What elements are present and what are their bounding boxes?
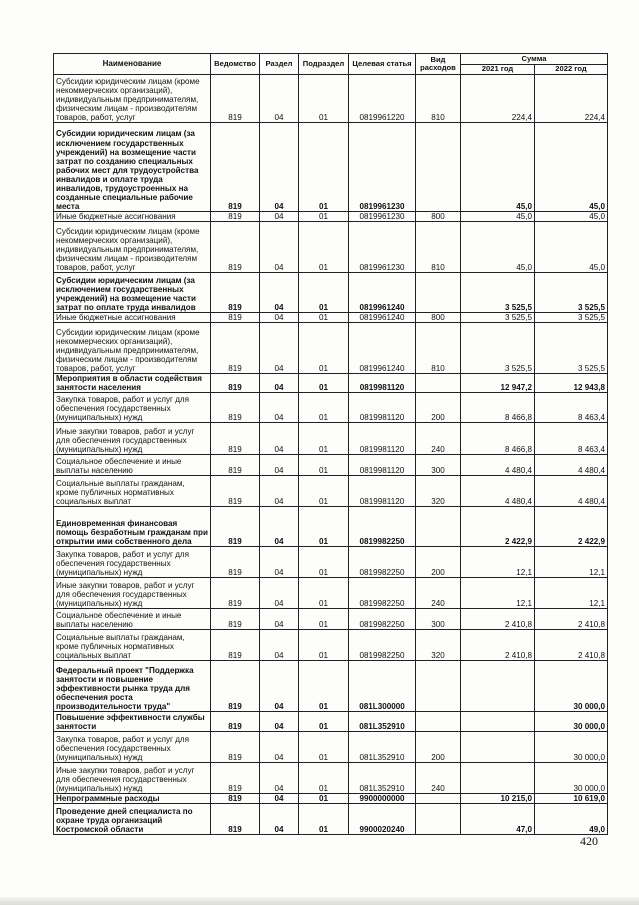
cell-target: 0819961230 [349,123,416,212]
cell-section: 04 [260,794,299,804]
cell-dept: 819 [211,712,260,732]
cell-sum-2022: 10 619,0 [535,794,608,804]
cell-exp-type: 200 [416,393,461,423]
cell-sum-2021: 3 525,5 [461,323,535,374]
cell-name: Единовременная финансовая помощь безработным гражданам при открытии ими собственного дела [54,507,211,547]
cell-dept: 819 [211,423,260,455]
cell-section: 04 [260,661,299,712]
cell-name: Иные закупки товаров, работ и услуг для обеспечения государственных (муниципальных) нужд [54,423,211,455]
cell-sum-2021: 45,0 [461,123,535,212]
table-row [54,323,608,374]
cell-dept: 819 [211,804,260,835]
cell-exp-type: 200 [416,732,461,763]
cell-name: Субсидии юридическим лицам (за исключением государственных учреждений) на возмещение части затрат по оплате труда инвалидов [54,273,211,313]
cell-exp-type: 810 [416,75,461,123]
cell-target: 0819981120 [349,455,416,476]
cell-exp-type: 810 [416,222,461,273]
cell-sum-2021 [461,661,535,712]
cell-name: Иные закупки товаров, работ и услуг для обеспечения государственных (муниципальных) нужд [54,763,211,794]
cell-section: 04 [260,323,299,374]
cell-subsection: 01 [299,661,349,712]
table-row [54,804,608,835]
scan-edge [0,897,639,905]
table-row [54,455,608,476]
cell-sum-2021: 3 525,5 [461,313,535,323]
cell-sum-2021: 2 410,8 [461,630,535,661]
cell-sum-2022: 12 943,8 [535,374,608,393]
cell-dept: 819 [211,763,260,794]
cell-dept: 819 [211,732,260,763]
cell-name: Проведение дней специалиста по охране труда организаций Костромской области [54,804,211,835]
cell-subsection: 01 [299,393,349,423]
cell-section: 04 [260,455,299,476]
cell-exp-type [416,712,461,732]
cell-subsection: 01 [299,630,349,661]
cell-subsection: 01 [299,273,349,313]
cell-exp-type: 320 [416,630,461,661]
cell-sum-2022: 49,0 [535,804,608,835]
cell-dept: 819 [211,507,260,547]
page-number: 420 [580,834,598,848]
cell-section: 04 [260,547,299,578]
cell-sum-2022: 2 410,8 [535,609,608,630]
cell-exp-type: 300 [416,455,461,476]
cell-exp-type: 200 [416,547,461,578]
cell-sum-2021 [461,732,535,763]
cell-exp-type: 800 [416,313,461,323]
cell-section: 04 [260,578,299,609]
cell-sum-2022: 4 480,4 [535,476,608,507]
cell-target: 0819961240 [349,323,416,374]
cell-subsection: 01 [299,455,349,476]
cell-target: 0819982250 [349,630,416,661]
cell-sum-2021: 12 947,2 [461,374,535,393]
cell-target: 0819982250 [349,507,416,547]
cell-target: 081L352910 [349,763,416,794]
cell-subsection: 01 [299,222,349,273]
cell-dept: 819 [211,313,260,323]
table-row [54,507,608,547]
cell-section: 04 [260,222,299,273]
table-body [54,75,608,835]
cell-exp-type [416,804,461,835]
cell-sum-2021: 10 215,0 [461,794,535,804]
cell-dept: 819 [211,222,260,273]
cell-subsection: 01 [299,732,349,763]
cell-name: Мероприятия в области содействия занятости населения [54,374,211,393]
cell-sum-2021: 8 466,8 [461,423,535,455]
cell-dept: 819 [211,609,260,630]
cell-target: 0819981120 [349,374,416,393]
table-row [54,374,608,393]
table-row [54,712,608,732]
cell-exp-type: 320 [416,476,461,507]
cell-section: 04 [260,374,299,393]
cell-sum-2021 [461,763,535,794]
cell-section: 04 [260,393,299,423]
cell-subsection: 01 [299,423,349,455]
cell-dept: 819 [211,455,260,476]
cell-dept: 819 [211,273,260,313]
cell-name: Закупка товаров, работ и услуг для обеспечения государственных (муниципальных) нужд [54,547,211,578]
cell-sum-2022: 30 000,0 [535,661,608,712]
cell-dept: 819 [211,794,260,804]
cell-sum-2021: 4 480,4 [461,476,535,507]
cell-sum-2022: 45,0 [535,123,608,212]
table-row [54,273,608,313]
cell-subsection: 01 [299,323,349,374]
cell-subsection: 01 [299,609,349,630]
cell-sum-2022: 3 525,5 [535,273,608,313]
cell-target: 9900020240 [349,804,416,835]
cell-target: 0819961220 [349,75,416,123]
cell-target: 0819982250 [349,547,416,578]
cell-subsection: 01 [299,313,349,323]
table-row [54,794,608,804]
budget-table [53,53,608,835]
cell-exp-type [416,507,461,547]
cell-section: 04 [260,313,299,323]
cell-sum-2022: 8 463,4 [535,393,608,423]
cell-dept: 819 [211,630,260,661]
cell-sum-2021: 45,0 [461,222,535,273]
cell-subsection: 01 [299,507,349,547]
table-row [54,476,608,507]
cell-dept: 819 [211,212,260,222]
cell-sum-2022: 45,0 [535,222,608,273]
table-row [54,547,608,578]
cell-section: 04 [260,75,299,123]
cell-exp-type: 240 [416,578,461,609]
cell-name: Непрограммные расходы [54,794,211,804]
header-dept: Ведомство [211,54,260,75]
cell-subsection: 01 [299,547,349,578]
header-target: Целевая статья [349,54,416,75]
header-subsection: Подраздел [299,54,349,75]
cell-sum-2021: 224,4 [461,75,535,123]
cell-section: 04 [260,212,299,222]
cell-exp-type: 240 [416,763,461,794]
cell-subsection: 01 [299,212,349,222]
cell-name: Социальные выплаты гражданам, кроме публичных нормативных социальных выплат [54,476,211,507]
cell-subsection: 01 [299,804,349,835]
cell-sum-2021: 4 480,4 [461,455,535,476]
cell-sum-2022: 12,1 [535,578,608,609]
cell-dept: 819 [211,476,260,507]
cell-name: Федеральный проект "Поддержка занятости и повышение эффективности рынка труда для обеспечения роста производительности труда" [54,661,211,712]
cell-dept: 819 [211,374,260,393]
cell-section: 04 [260,630,299,661]
cell-sum-2022: 45,0 [535,212,608,222]
table-row [54,222,608,273]
header-year-2021: 2021 год [461,65,535,75]
cell-name: Иные бюджетные ассигнования [54,212,211,222]
cell-name: Иные бюджетные ассигнования [54,313,211,323]
cell-dept: 819 [211,578,260,609]
cell-target: 0819981120 [349,476,416,507]
cell-section: 04 [260,123,299,212]
cell-dept: 819 [211,547,260,578]
cell-target: 0819981120 [349,393,416,423]
cell-exp-type: 240 [416,423,461,455]
cell-subsection: 01 [299,578,349,609]
cell-subsection: 01 [299,712,349,732]
cell-target: 0819961240 [349,273,416,313]
cell-sum-2021: 12,1 [461,578,535,609]
cell-sum-2021: 3 525,5 [461,273,535,313]
cell-exp-type [416,794,461,804]
cell-target: 0819961230 [349,212,416,222]
cell-exp-type [416,661,461,712]
cell-section: 04 [260,507,299,547]
cell-subsection: 01 [299,763,349,794]
cell-sum-2021: 2 422,9 [461,507,535,547]
cell-subsection: 01 [299,374,349,393]
cell-target: 0819961240 [349,313,416,323]
cell-dept: 819 [211,393,260,423]
header-name: Наименование [54,54,211,75]
cell-name: Субсидии юридическим лицам (кроме некоммерческих организаций), индивидуальным предпринимателям, физическим лицам - производителям товаров, работ, услуг [54,222,211,273]
table-row [54,630,608,661]
cell-sum-2022: 224,4 [535,75,608,123]
cell-sum-2022: 2 410,8 [535,630,608,661]
cell-target: 9900000000 [349,794,416,804]
cell-exp-type: 300 [416,609,461,630]
table-row [54,732,608,763]
cell-sum-2021: 47,0 [461,804,535,835]
cell-sum-2021: 45,0 [461,212,535,222]
table-row [54,661,608,712]
cell-exp-type [416,273,461,313]
header-sum: Сумма [461,54,608,65]
cell-dept: 819 [211,123,260,212]
cell-section: 04 [260,273,299,313]
cell-target: 0819982250 [349,578,416,609]
cell-section: 04 [260,732,299,763]
cell-subsection: 01 [299,123,349,212]
cell-sum-2022: 2 422,9 [535,507,608,547]
cell-sum-2022: 30 000,0 [535,732,608,763]
cell-target: 081L352910 [349,732,416,763]
cell-dept: 819 [211,75,260,123]
cell-target: 081L300000 [349,661,416,712]
cell-sum-2021: 2 410,8 [461,609,535,630]
cell-sum-2021: 8 466,8 [461,393,535,423]
cell-name: Субсидии юридическим лицам (кроме некоммерческих организаций), индивидуальным предпринимателям, физическим лицам - производителям товаров, работ, услуг [54,75,211,123]
cell-sum-2022: 3 525,5 [535,313,608,323]
table-row [54,763,608,794]
cell-name: Закупка товаров, работ и услуг для обеспечения государственных (муниципальных) нужд [54,393,211,423]
cell-target: 0819982250 [349,609,416,630]
cell-section: 04 [260,609,299,630]
cell-name: Субсидии юридическим лицам (кроме некоммерческих организаций), индивидуальным предпринимателям, физическим лицам - производителям товаров, работ, услуг [54,323,211,374]
cell-subsection: 01 [299,794,349,804]
cell-exp-type: 810 [416,323,461,374]
cell-exp-type: 800 [416,212,461,222]
table-row [54,423,608,455]
cell-section: 04 [260,423,299,455]
cell-sum-2021: 12,1 [461,547,535,578]
cell-sum-2022: 8 463,4 [535,423,608,455]
cell-name: Закупка товаров, работ и услуг для обеспечения государственных (муниципальных) нужд [54,732,211,763]
table-row [54,393,608,423]
table-row [54,578,608,609]
header-exp-type: Вид расходов [416,54,461,75]
cell-sum-2021 [461,712,535,732]
cell-sum-2022: 30 000,0 [535,763,608,794]
cell-sum-2022: 30 000,0 [535,712,608,732]
cell-subsection: 01 [299,75,349,123]
table-row [54,212,608,222]
cell-subsection: 01 [299,476,349,507]
cell-section: 04 [260,804,299,835]
cell-name: Субсидии юридическим лицам (за исключением государственных учреждений) на возмещение части затрат по созданию специальных рабочих мест для трудоустройства инвалидов и оплате труда инвалидов, трудоустроенных на созданные специальные рабочие места [54,123,211,212]
cell-name: Социальные выплаты гражданам, кроме публичных нормативных социальных выплат [54,630,211,661]
cell-exp-type [416,374,461,393]
cell-section: 04 [260,763,299,794]
cell-section: 04 [260,712,299,732]
cell-exp-type [416,123,461,212]
cell-name: Повышение эффективности службы занятости [54,712,211,732]
cell-sum-2022: 4 480,4 [535,455,608,476]
cell-dept: 819 [211,323,260,374]
cell-target: 0819961230 [349,222,416,273]
cell-sum-2022: 12,1 [535,547,608,578]
table-row [54,609,608,630]
header-section: Раздел [260,54,299,75]
cell-name: Социальное обеспечение и иные выплаты населению [54,455,211,476]
table-row [54,123,608,212]
cell-target: 081L352910 [349,712,416,732]
cell-section: 04 [260,476,299,507]
cell-name: Социальное обеспечение и иные выплаты населению [54,609,211,630]
cell-name: Иные закупки товаров, работ и услуг для обеспечения государственных (муниципальных) нужд [54,578,211,609]
cell-sum-2022: 3 525,5 [535,323,608,374]
cell-dept: 819 [211,661,260,712]
header-year-2022: 2022 год [535,65,608,75]
table-row [54,313,608,323]
table-row [54,75,608,123]
cell-target: 0819981120 [349,423,416,455]
